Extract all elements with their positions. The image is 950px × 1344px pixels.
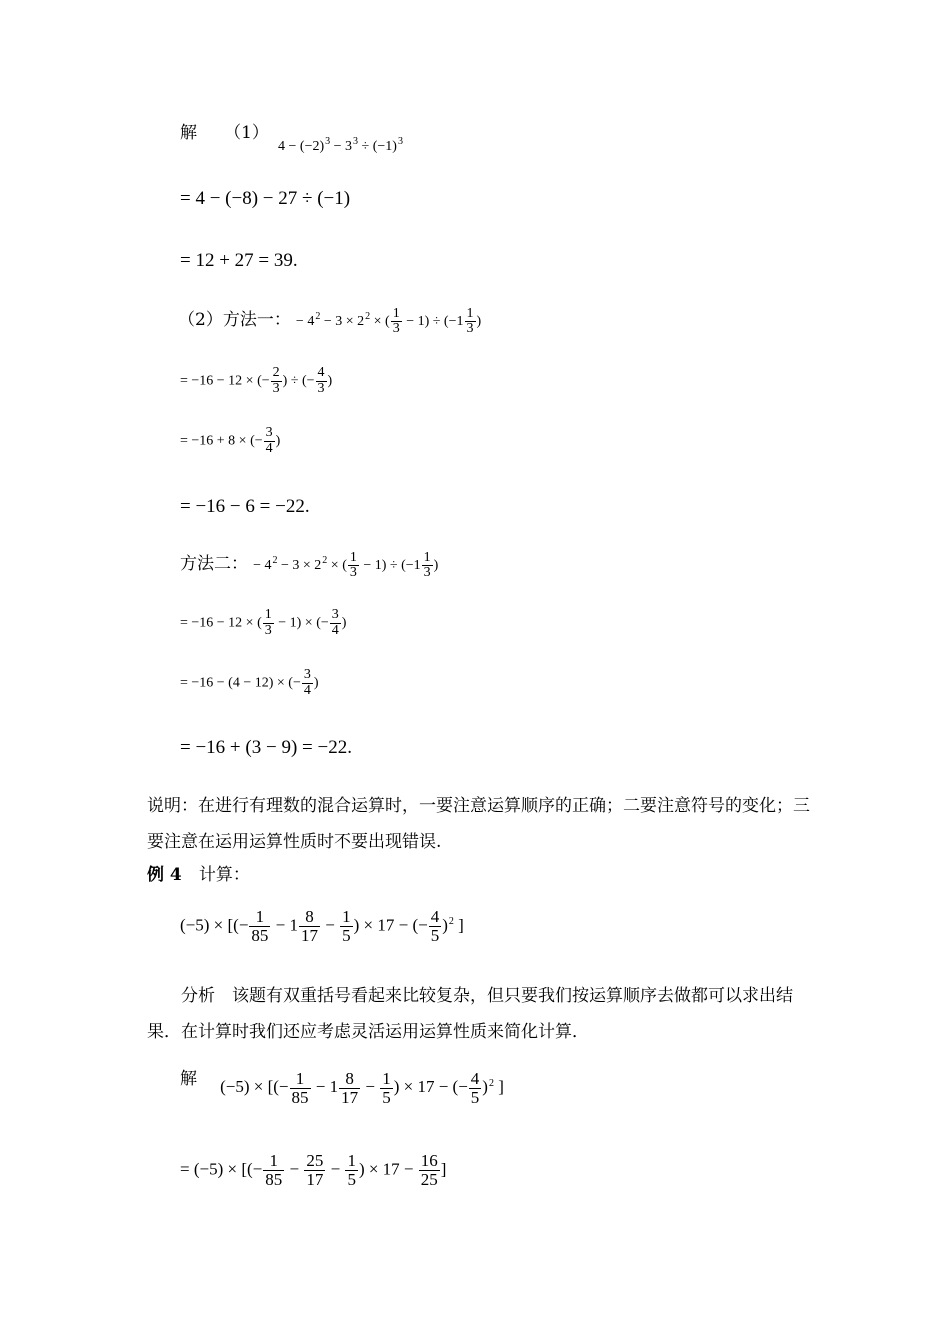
fraction: $\frac{1}{3}$	[264, 607, 272, 638]
fraction: $\frac{16}{25}$	[420, 1151, 438, 1189]
fraction: $\frac{3}{4}$	[331, 607, 339, 638]
fraction: $\frac{25}{17}$	[306, 1151, 324, 1189]
fraction: $\frac{1}{3}$	[466, 305, 474, 337]
example-4-solution-expr: (−5) × [(− $\frac{1}{85}$ − 1 $\frac{8}{17}$ − $\frac{1}{5}$ ) × 17 − (− $\frac{4}{5}$ )$^2$ ]	[220, 1069, 504, 1107]
label-part-1: （1）	[224, 123, 269, 143]
fraction: $\frac{1}{5}$	[342, 907, 351, 945]
note-paragraph: 说明：在进行有理数的混合运算时，一要注意运算顺序的正确；二要注意符号的变化；三要注意在运用运算性质时不要出现错误.	[147, 796, 810, 852]
example-4-expr: (−5) × [(− $\frac{1}{85}$ − 1 $\frac{8}{17}$ − $\frac{1}{5}$ ) × 17 − (− $\frac{4}{5}$ )$^2$ ]	[180, 907, 464, 945]
fraction: $\frac{3}{4}$	[265, 425, 273, 456]
label-jie-2: 解	[180, 1069, 197, 1090]
fraction: $\frac{1}{5}$	[382, 1069, 391, 1107]
method-1-header	[178, 305, 950, 337]
fraction: $\frac{1}{3}$	[423, 549, 431, 581]
fraction: $\frac{1}{85}$	[265, 1151, 283, 1189]
fraction: $\frac{1}{85}$	[251, 907, 269, 945]
example-title: 计算：	[198, 865, 250, 885]
fraction: $\frac{1}{3}$	[349, 549, 357, 581]
example-4-solution-step-1: = (−5) × [(− $\frac{1}{85}$ − $\frac{25}{17}$ − $\frac{1}{5}$ ) × 17 − $\frac{16}{25}$ ]	[180, 1151, 447, 1189]
method-2-expr: − $4^2 - 3 \times 2^2$ × ( $\frac{1}{3}$ − 1) ÷ (−1 $\frac{1}{3}$ )	[253, 549, 439, 581]
method-1-step-1: = −16 − 12 × (− $\frac{2}{3}$ ) ÷ (− $\frac{4}{3}$ )	[180, 365, 333, 396]
fraction: $\frac{8}{17}$	[341, 1069, 359, 1107]
solution-1-step-1: = 4 − (−8) − 27 ÷ (−1)	[180, 188, 351, 209]
method-2-header	[180, 549, 950, 581]
fraction: $\frac{4}{5}$	[470, 1069, 480, 1107]
fraction: $\frac{1}{5}$	[347, 1151, 356, 1189]
analysis-paragraph: 分析 该题有双重括号看起来比较复杂，但只要我们按运算顺序去做都可以求出结果．在计算时我们还应考虑灵活运用运算性质来简化计算．	[147, 986, 793, 1042]
method-2-step-1: = −16 − 12 × ( $\frac{1}{3}$ − 1) × (− $\frac{3}{4}$ )	[180, 607, 347, 638]
expr-1: $4 - (-2)^3 - 3^3 \div (-1)^3$	[278, 136, 403, 154]
fraction: $\frac{4}{5}$	[430, 907, 440, 945]
method-1-step-3: = −16 − 6 = −22.	[180, 496, 310, 517]
method-2-step-2: = −16 − (4 − 12) × (− $\frac{3}{4}$ )	[180, 667, 319, 698]
fraction: $\frac{1}{85}$	[291, 1069, 309, 1107]
solution-1-header	[180, 118, 950, 154]
label-jie: 解	[180, 123, 197, 143]
fraction: $\frac{1}{3}$	[392, 305, 400, 337]
solution-1-step-2: = 12 + 27 = 39.	[180, 250, 298, 271]
fraction: $\frac{8}{17}$	[301, 907, 319, 945]
example-4-solution	[180, 1070, 950, 1107]
label-method-2: 方法二：	[180, 554, 248, 574]
method-2-step-3: = −16 + (3 − 9) = −22.	[180, 737, 352, 758]
fraction: $\frac{3}{4}$	[303, 667, 311, 698]
method-1-expr: − $4^2 - 3 \times 2^2$ × ( $\frac{1}{3}$ − 1) ÷ (−1 $\frac{1}{3}$ )	[295, 305, 482, 337]
fraction: $\frac{2}{3}$	[272, 365, 280, 396]
example-4-header	[147, 860, 950, 885]
method-1-step-2: = −16 + 8 × (− $\frac{3}{4}$ )	[180, 425, 281, 456]
fraction: $\frac{4}{3}$	[317, 365, 325, 396]
label-part-2: （2）方法一：	[178, 310, 291, 330]
example-label: 例 4	[147, 865, 182, 885]
